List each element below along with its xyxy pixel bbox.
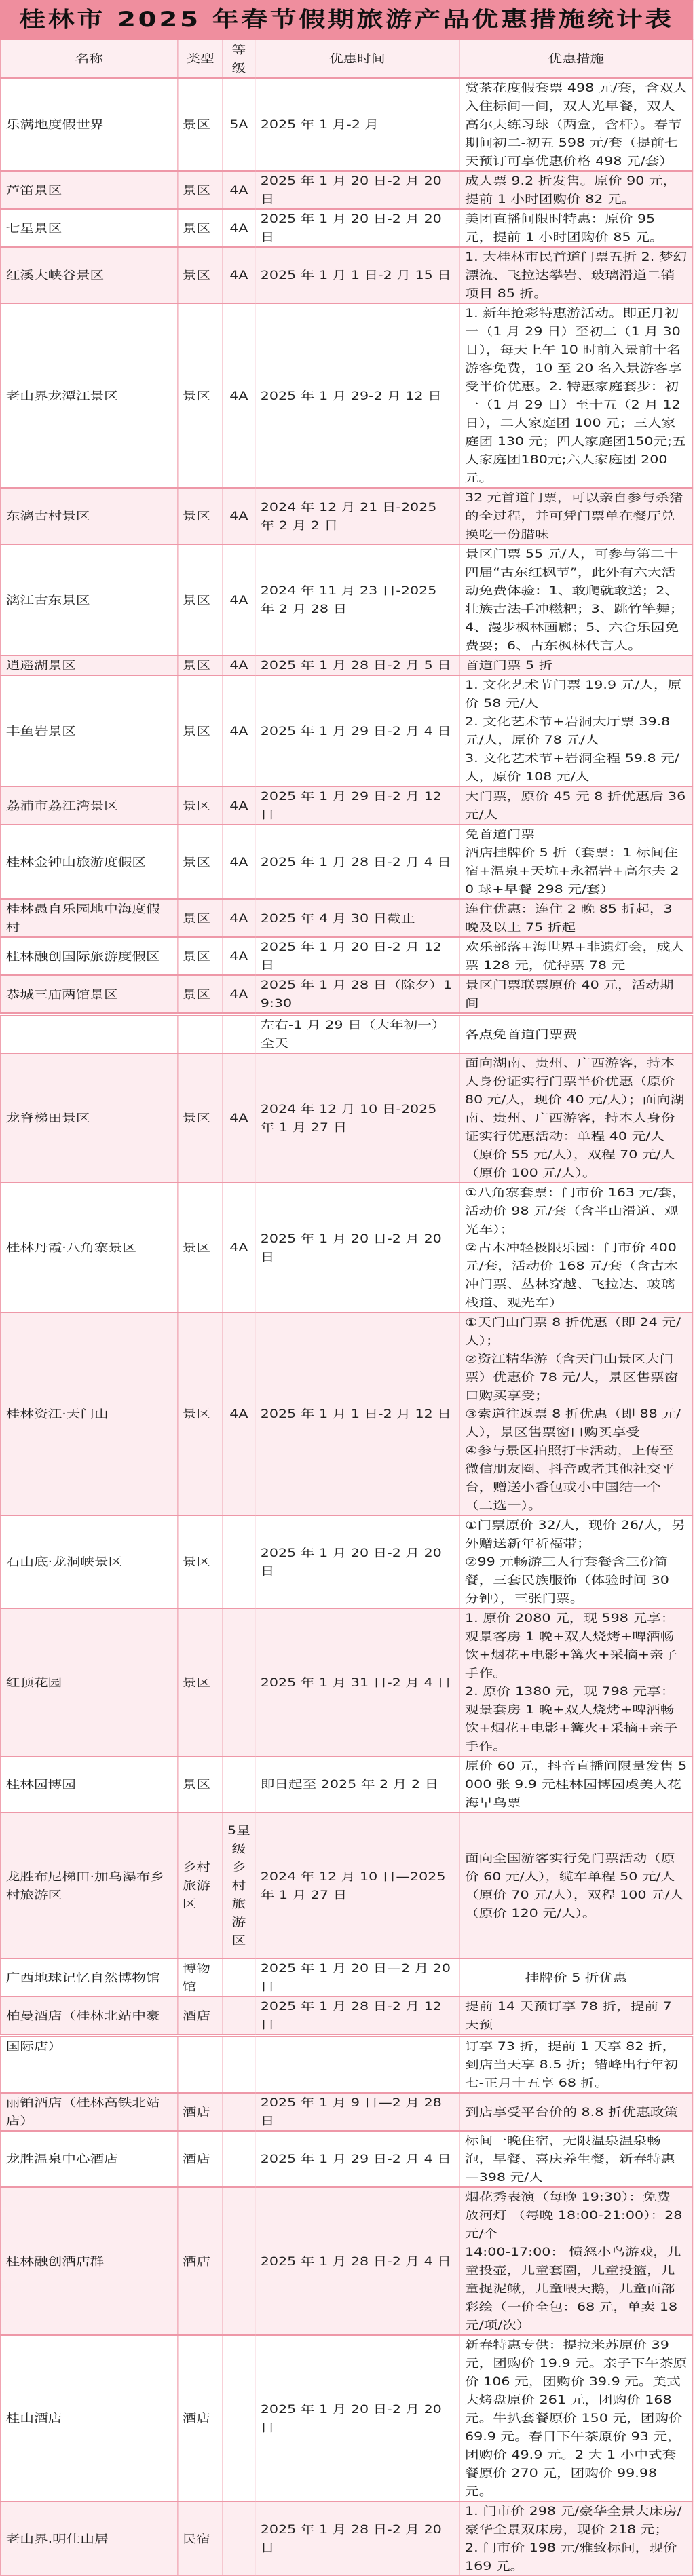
table-row	[1, 656, 693, 675]
type-cell	[178, 1015, 223, 1054]
title-row	[1, 1, 693, 40]
type-cell: 景区	[178, 247, 223, 303]
name-cell: 逍遥湖景区	[1, 656, 178, 675]
time-cell: 2025 年 1 月 1 日-2 月 15 日	[255, 247, 459, 303]
type-cell: 景区	[178, 1183, 223, 1312]
name-cell: 荔浦市荔江湾景区	[1, 787, 178, 825]
grade-cell: 5A	[223, 78, 255, 171]
policy-cell: 1. 门市价 298 元/豪华全景大床房/豪华全景双床房，现价 218 元； 2. 门市价 198 元/雅致标间，现价 169 元。	[459, 2501, 693, 2576]
table-row	[1, 899, 693, 937]
type-cell: 酒店	[178, 1996, 223, 2036]
grade-cell	[223, 2187, 255, 2335]
time-cell: 2025 年 1 月 29-2 月 12 日	[255, 303, 459, 488]
table-row	[1, 2093, 693, 2131]
type-cell: 景区	[178, 488, 223, 544]
table-row	[1, 975, 693, 1015]
name-cell: 桂林愚自乐园地中海度假村	[1, 899, 178, 937]
name-cell: 丽铂酒店（桂林高铁北站店）	[1, 2093, 178, 2131]
name-cell: 芦笛景区	[1, 171, 178, 209]
time-cell: 2025 年 1 月 1 日-2 月 12 日	[255, 1312, 459, 1515]
policy-cell: 面向全国游客实行免门票活动（原价 60 元/人），缆车单程 50 元/人（原价 70 元/人），双程 100 元/人（原价 120 元/人）。	[459, 1813, 693, 1958]
table-row	[1, 675, 693, 787]
type-cell: 民宿	[178, 2501, 223, 2576]
column-header-time: 优惠时间	[255, 40, 459, 79]
column-header-policy: 优惠措施	[459, 40, 693, 79]
grade-cell: 4A	[223, 209, 255, 247]
grade-cell: 4A	[223, 899, 255, 937]
name-cell: 老山界龙潭江景区	[1, 303, 178, 488]
time-cell: 2025 年 1 月-2 月	[255, 78, 459, 171]
type-cell: 景区	[178, 899, 223, 937]
time-cell: 2025 年 1 月 20 日-2 月 20 日	[255, 1183, 459, 1312]
grade-cell: 4A	[223, 1312, 255, 1515]
policy-cell: 赏茶花度假套票 498 元/套，含双人入住标间一间，双人光早餐，双人高尔夫练习球（两盒，含杆）。春节期间初二-初五 598 元/套（提前七天预订可享优惠价格 498 元/套）	[459, 78, 693, 171]
name-cell: 东漓古村景区	[1, 488, 178, 544]
policy-cell: 面向湖南、贵州、广西游客，持本人身份证实行门票半价优惠（原价 80 元/人，现价 40 元/人）；面向湖南、贵州、广西游客，持本人身份证实行优惠活动：单程 40 元/人（原价 55 元/人），双程 70 元/人（原价 100 元/人）。	[459, 1053, 693, 1183]
table-row	[1, 544, 693, 656]
name-cell: 老山界.明仕山居	[1, 2501, 178, 2576]
policy-cell: 1. 新年抢彩特惠游活动。即正月初一（1 月 29 日）至初二（1 月 30 日），每天上午 10 时前入景前十名游客免费，10 至 20 名入景游客享受半价优惠。2. 特惠家庭套步：初一（1 月 29 日）至十五（2 月 12 日），二人家庭团 100 元；三人家庭团 130 元；四人家庭团150元;五人家庭团180元;六人家庭团 200 元。	[459, 303, 693, 488]
grade-cell: 4A	[223, 656, 255, 675]
policy-cell: 各点免首道门票费	[459, 1015, 693, 1054]
policy-cell: ①天门山门票 8 折优惠（即 24 元/人）； ②资江精华游（含天门山景区大门票）优惠价 78 元/人，景区售票窗口购买享受； ③索道往返票 8 折优惠（即 88 元/人），景区售票窗口购买享受 ④参与景区拍照打卡活动，上传至微信朋友圈、抖音或者其他社交平台，赠送小香包或小中国结一个（二选一）。	[459, 1312, 693, 1515]
name-cell: 桂林融创酒店群	[1, 2187, 178, 2335]
table-row	[1, 1312, 693, 1515]
policy-cell: 1. 大桂林市民首道门票五折 2. 梦幻漂流、飞拉达攀岩、玻璃滑道二销项目 85 折。	[459, 247, 693, 303]
grade-cell	[223, 1958, 255, 1996]
name-cell: 桂林丹霞·八角寨景区	[1, 1183, 178, 1312]
type-cell: 景区	[178, 937, 223, 975]
time-cell: 2024 年 12 月 21 日-2025 年 2 月 2 日	[255, 488, 459, 544]
table-body	[1, 78, 693, 2576]
type-cell: 博物馆	[178, 1958, 223, 1996]
policy-cell: 成人票 9.2 折发售。原价 90 元，提前 1 小时团购价 82 元。	[459, 171, 693, 209]
grade-cell	[223, 1756, 255, 1813]
name-cell: 石山底·龙洞峡景区	[1, 1515, 178, 1608]
time-cell: 2025 年 1 月 20 日-2 月 20 日	[255, 2335, 459, 2501]
name-cell: 丰鱼岩景区	[1, 675, 178, 787]
time-cell: 即日起至 2025 年 2 月 2 日	[255, 1756, 459, 1813]
name-cell	[1, 1015, 178, 1054]
column-header-grade: 等级	[223, 40, 255, 79]
policy-cell: 提前 14 天预订享 78 折，提前 7 天预	[459, 1996, 693, 2036]
grade-cell: 4A	[223, 1053, 255, 1183]
name-cell: 龙胜布尼梯田·加乌瀑布乡村旅游区	[1, 1813, 178, 1958]
table-row	[1, 1015, 693, 1054]
time-cell: 2025 年 1 月 28 日-2 月 5 日	[255, 656, 459, 675]
type-cell: 景区	[178, 544, 223, 656]
policy-cell: 烟花秀表演（每晚 19:30）：免费 放河灯 （每晚 18:00-21:00）：28 元/个 14:00-17:00： 愤怒小鸟游戏，儿童投壶，儿童套圈，儿童投篮，儿童捉泥鳅，儿童喂天鹅，儿童面部彩绘（一价全包：68 元，单卖 18 元/项/次）	[459, 2187, 693, 2335]
name-cell: 龙脊梯田景区	[1, 1053, 178, 1183]
table-row	[1, 247, 693, 303]
type-cell: 乡村旅游区	[178, 1813, 223, 1958]
grade-cell	[223, 2093, 255, 2131]
name-cell: 红顶花园	[1, 1608, 178, 1756]
time-cell: 2025 年 1 月 28 日（除夕）19:30	[255, 975, 459, 1015]
time-cell: 2025 年 1 月 28 日-2 月 4 日	[255, 825, 459, 899]
table-row	[1, 825, 693, 899]
type-cell: 酒店	[178, 2335, 223, 2501]
time-cell: 2025 年 1 月 29 日-2 月 12 日	[255, 787, 459, 825]
type-cell: 景区	[178, 171, 223, 209]
time-cell: 2024 年 12 月 10 日-2025 年 1 月 27 日	[255, 1053, 459, 1183]
header-row	[1, 40, 693, 79]
table-row	[1, 2131, 693, 2187]
type-cell: 酒店	[178, 2131, 223, 2187]
grade-cell	[223, 1996, 255, 2036]
table-row	[1, 1813, 693, 1958]
column-header-name: 名称	[1, 40, 178, 79]
policy-cell: 1. 原价 2080 元，现 598 元享：观景客房 1 晚+双人烧烤+啤酒畅饮+烟花+电影+篝火+采摘+亲子手作。 2. 原价 1380 元，现 798 元享：观景套房 1 晚+双人烧烤+啤酒畅饮+烟花+电影+篝火+采摘+亲子手作。	[459, 1608, 693, 1756]
type-cell: 酒店	[178, 2187, 223, 2335]
grade-cell: 4A	[223, 1183, 255, 1312]
time-cell: 2025 年 4 月 30 日截止	[255, 899, 459, 937]
name-cell: 红溪大峡谷景区	[1, 247, 178, 303]
table-row	[1, 937, 693, 975]
policy-cell: 大门票，原价 45 元 8 折优惠后 36 元/人	[459, 787, 693, 825]
time-cell: 2024 年 12 月 10 日—2025 年 1 月 27 日	[255, 1813, 459, 1958]
table-row	[1, 1515, 693, 1608]
table-row	[1, 2501, 693, 2576]
grade-cell: 4A	[223, 825, 255, 899]
name-cell: 乐满地度假世界	[1, 78, 178, 171]
time-cell	[255, 2036, 459, 2094]
policy-cell: 订享 73 折，提前 1 天享 82 折，到店当天享 8.5 折；错峰出行年初七-正月十五享 68 折。	[459, 2036, 693, 2094]
policy-cell: 挂牌价 5 折优惠	[459, 1958, 693, 1996]
name-cell: 国际店）	[1, 2036, 178, 2094]
time-cell: 2025 年 1 月 20 日-2 月 20 日	[255, 171, 459, 209]
table-row	[1, 78, 693, 171]
grade-cell: 4A	[223, 787, 255, 825]
table-row	[1, 2036, 693, 2094]
name-cell: 桂山酒店	[1, 2335, 178, 2501]
name-cell: 七星景区	[1, 209, 178, 247]
grade-cell	[223, 2335, 255, 2501]
type-cell: 景区	[178, 1608, 223, 1756]
name-cell: 广西地球记忆自然博物馆	[1, 1958, 178, 1996]
table-row	[1, 1756, 693, 1813]
table-row	[1, 2187, 693, 2335]
name-cell: 桂林资江·天门山	[1, 1312, 178, 1515]
policy-cell: 到店享受平台价的 8.8 折优惠政策	[459, 2093, 693, 2131]
table-row	[1, 787, 693, 825]
name-cell: 桂林金钟山旅游度假区	[1, 825, 178, 899]
type-cell: 景区	[178, 656, 223, 675]
grade-cell: 4A	[223, 247, 255, 303]
policy-cell: 原价 60 元，抖音直播间限量发售 5000 张 9.9 元桂林园博园虞美人花海早鸟票	[459, 1756, 693, 1813]
time-cell: 2025 年 1 月 20 日—2 月 20 日	[255, 1958, 459, 1996]
table-row	[1, 1958, 693, 1996]
grade-cell: 4A	[223, 488, 255, 544]
grade-cell	[223, 1608, 255, 1756]
table-row	[1, 171, 693, 209]
policy-cell: 景区门票 55 元/人，可参与第二十四届“古东红枫节”，此外有六大活动免费体验：1、敢爬就敢送；2、壮族古法手冲糍粑；3、跳竹竿舞；4、漫步枫林画廊；5、六合乐园免费耍；6、古东枫林代言人。	[459, 544, 693, 656]
time-cell: 2025 年 1 月 20 日-2 月 20 日	[255, 1515, 459, 1608]
time-cell: 2024 年 11 月 23 日-2025 年 2 月 28 日	[255, 544, 459, 656]
table-row	[1, 1053, 693, 1183]
policy-cell: 连住优惠：连住 2 晚 85 折起，3 晚及以上 75 折起	[459, 899, 693, 937]
name-cell: 恭城三庙两馆景区	[1, 975, 178, 1015]
policy-cell: 首道门票 5 折	[459, 656, 693, 675]
time-cell: 2025 年 1 月 28 日-2 月 4 日	[255, 2187, 459, 2335]
name-cell: 漓江古东景区	[1, 544, 178, 656]
time-cell: 2025 年 1 月 29 日-2 月 4 日	[255, 2131, 459, 2187]
grade-cell	[223, 1015, 255, 1054]
table-row	[1, 1183, 693, 1312]
type-cell: 景区	[178, 1053, 223, 1183]
type-cell: 景区	[178, 1312, 223, 1515]
policy-cell: 美团直播间限时特惠：原价 95 元，提前 1 小时团购价 85 元。	[459, 209, 693, 247]
table-row	[1, 488, 693, 544]
name-cell: 龙胜温泉中心酒店	[1, 2131, 178, 2187]
grade-cell: 4A	[223, 675, 255, 787]
column-header-type: 类型	[178, 40, 223, 79]
table-row	[1, 303, 693, 488]
grade-cell: 4A	[223, 303, 255, 488]
type-cell: 景区	[178, 78, 223, 171]
time-cell: 2025 年 1 月 20 日-2 月 20 日	[255, 209, 459, 247]
name-cell: 柏曼酒店（桂林北站中豪	[1, 1996, 178, 2036]
type-cell: 景区	[178, 825, 223, 899]
time-cell: 2025 年 1 月 28 日-2 月 12 日	[255, 1996, 459, 2036]
table-row	[1, 1608, 693, 1756]
policy-cell: 标间一晚住宿，无限温泉温泉畅泡，早餐、喜庆养生餐，新春特惠—398 元/人	[459, 2131, 693, 2187]
grade-cell: 4A	[223, 171, 255, 209]
grade-cell	[223, 2131, 255, 2187]
grade-cell: 4A	[223, 937, 255, 975]
type-cell	[178, 2036, 223, 2094]
time-cell: 2025 年 1 月 31 日-2 月 4 日	[255, 1608, 459, 1756]
type-cell: 景区	[178, 209, 223, 247]
policy-cell: 欢乐部落+海世界+非遗灯会，成人票 128 元，优待票 78 元	[459, 937, 693, 975]
grade-cell: 4A	[223, 975, 255, 1015]
grade-cell: 4A	[223, 544, 255, 656]
table-row	[1, 209, 693, 247]
policy-cell: 景区门票联票原价 40 元，活动期间	[459, 975, 693, 1015]
time-cell: 2025 年 1 月 9 日—2 月 28 日	[255, 2093, 459, 2131]
policy-cell: 32 元首道门票，可以亲自参与杀猪的全过程，并可凭门票单在餐厅兑换吃一份腊味	[459, 488, 693, 544]
time-cell: 左右-1 月 29 日（大年初一）全天	[255, 1015, 459, 1054]
policy-cell: 免首道门票 酒店挂牌价 5 折（套票：1 标间住宿+温泉+天坑+永福岩+高尔夫 20 球+早餐 298 元/套）	[459, 825, 693, 899]
type-cell: 景区	[178, 303, 223, 488]
grade-cell: 5星级乡村旅游区	[223, 1813, 255, 1958]
page-title: 桂林市 2025 年春节假期旅游产品优惠措施统计表	[1, 1, 693, 40]
type-cell: 酒店	[178, 2093, 223, 2131]
policy-cell: ①门票原价 32/人，现价 26/人，另外赠送新年祈福带； ②99 元畅游三人行套餐含三份简餐，三套民族服饰（体验时间 30 分钟），三张门票。	[459, 1515, 693, 1608]
time-cell: 2025 年 1 月 28 日-2 月 20 日	[255, 2501, 459, 2576]
name-cell: 桂林融创国际旅游度假区	[1, 937, 178, 975]
grade-cell	[223, 2036, 255, 2094]
time-cell: 2025 年 1 月 29 日-2 月 4 日	[255, 675, 459, 787]
type-cell: 景区	[178, 787, 223, 825]
type-cell: 景区	[178, 675, 223, 787]
grade-cell	[223, 1515, 255, 1608]
policy-cell: 新春特惠专供：提拉米苏原价 39 元，团购价 19.9 元。亲子下午茶原价 106 元，团购价 39.9 元。美式大烤盘原价 261 元，团购价 168 元。牛扒套餐原价 150 元，团购价 69.9 元。春日下午茶原价 93 元，团购价 49.9 元。2 大 1 小中式套餐原价 270 元，团购价 99.98 元。	[459, 2335, 693, 2501]
policy-cell: ①八角寨套票：门市价 163 元/套，活动价 98 元/套（含半山滑道、观光车）； ②古木冲轻极限乐园：门市价 400 元/套，活动价 168 元/套（含古木冲门票、丛林穿越、飞拉达、玻璃栈道、观光车）	[459, 1183, 693, 1312]
type-cell: 景区	[178, 1515, 223, 1608]
type-cell: 景区	[178, 1756, 223, 1813]
policy-cell: 1. 文化艺术节门票 19.9 元/人，原价 58 元/人 2. 文化艺术节+岩洞大厅票 39.8 元/人，原价 78 元/人 3. 文化艺术节+岩洞全程 59.8 元/人，原价 108 元/人	[459, 675, 693, 787]
grade-cell	[223, 2501, 255, 2576]
table-row	[1, 1996, 693, 2036]
time-cell: 2025 年 1 月 20 日-2 月 12 日	[255, 937, 459, 975]
table-row	[1, 2335, 693, 2501]
type-cell: 景区	[178, 975, 223, 1015]
name-cell: 桂林园博园	[1, 1756, 178, 1813]
